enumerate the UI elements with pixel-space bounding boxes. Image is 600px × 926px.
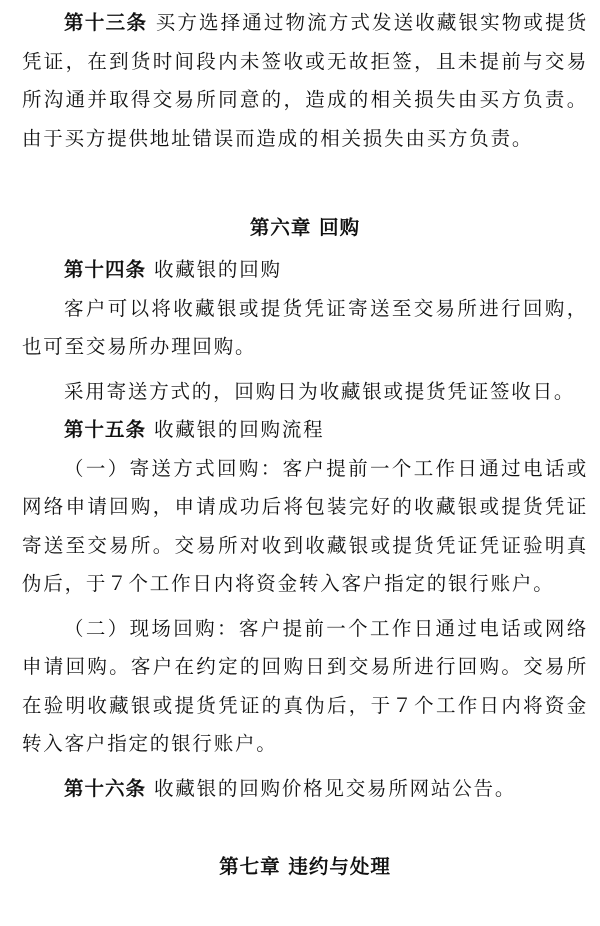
article-14-title: 收藏银的回购	[154, 258, 282, 281]
article-15-paragraph	[22, 411, 588, 450]
article-15-item-1: （一）寄送方式回购：客户提前一个工作日通过电话或网络申请回购，申请成功后将包装完好的收藏银或提货凭证寄送至交易所。交易所对收到收藏银或提货凭证凭证验明真伪后，于７个工作日内将资金转入客户指定的银行账户。	[22, 456, 588, 595]
chapter-7-title: 第七章 违约与处理	[219, 855, 391, 878]
article-13-paragraph	[22, 4, 588, 158]
article-16-paragraph	[22, 770, 588, 809]
article-15-item-2: （二）现场回购：客户提前一个工作日通过电话或网络申请回购。客户在约定的回购日到交易所进行回购。交易所在验明收藏银或提货凭证的真伪后，于７个工作日内将资金转入客户指定的银行账户。	[22, 616, 588, 755]
article-14-heading: 第十四条	[64, 258, 147, 281]
article-14-para-1: 客户可以将收藏银或提货凭证寄送至交易所进行回购，也可至交易所办理回购。	[22, 296, 588, 358]
article-14-para-2: 采用寄送方式的，回购日为收藏银或提货凭证签收日。	[64, 379, 576, 403]
article-16-text: 收藏银的回购价格见交易所网站公告。	[154, 776, 517, 800]
chapter-6-title: 第六章 回购	[249, 216, 361, 239]
article-13-text: 买方选择通过物流方式发送收藏银实物或提货凭证，在到货时间段内未签收或无故拒签，且未提前与交易所沟通并取得交易所同意的，造成的相关损失由买方负责。由于买方提供地址错误而造成的相关损失由买方负责。	[22, 11, 588, 150]
document-page	[22, 4, 588, 885]
article-13-heading: 第十三条	[64, 11, 148, 34]
article-16-heading: 第十六条	[64, 776, 147, 800]
article-15-title: 收藏银的回购流程	[154, 418, 325, 441]
article-15-heading: 第十五条	[64, 418, 147, 441]
article-14-paragraph	[22, 251, 588, 290]
